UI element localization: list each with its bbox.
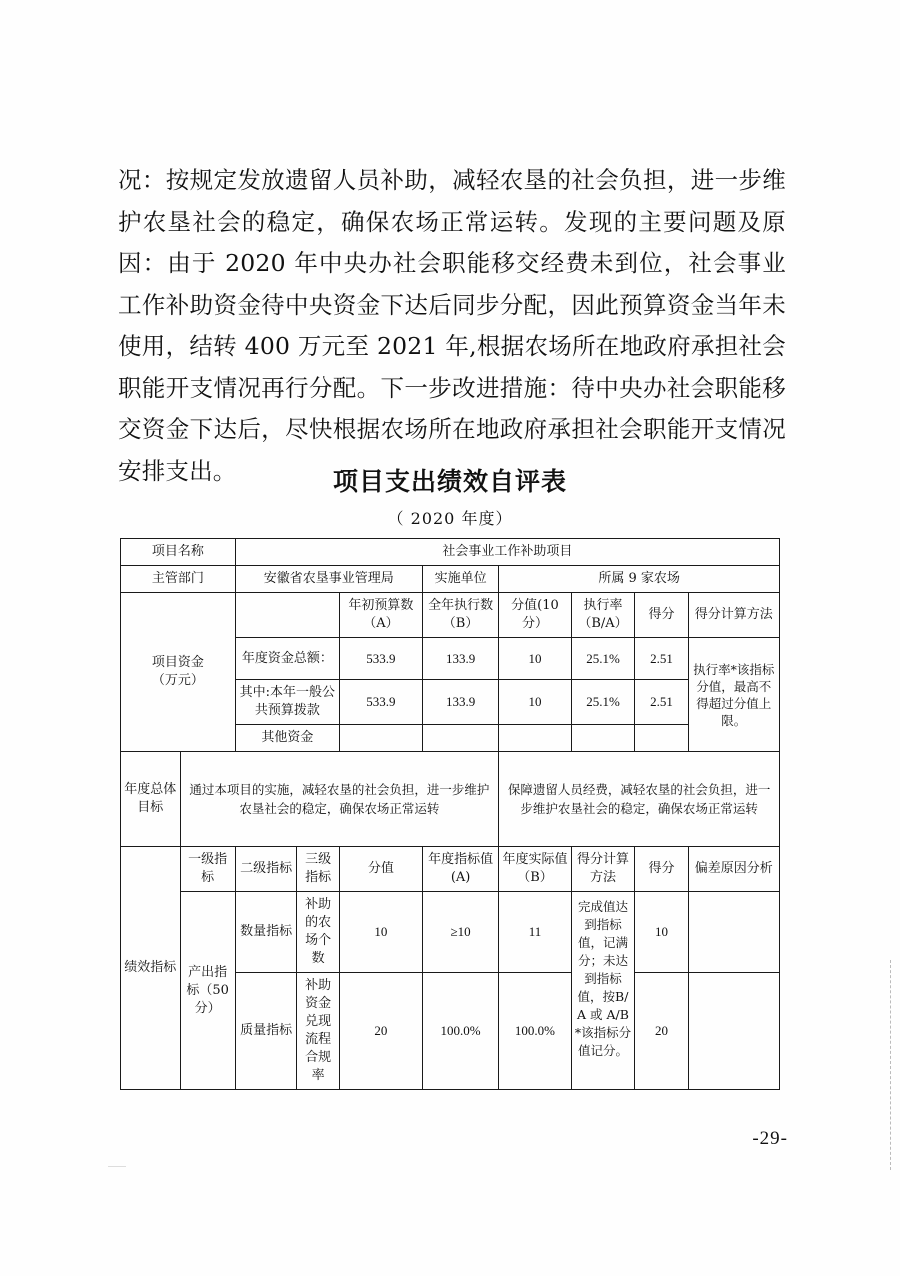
perf-row-score-value: 10 bbox=[339, 892, 422, 973]
table-row bbox=[121, 847, 780, 892]
perf-row-target: ≥10 bbox=[422, 892, 499, 973]
perf-level1: 产出指标（50 分） bbox=[180, 892, 235, 1090]
body-paragraph: 况：按规定发放遗留人员补助，减轻农垦的社会负担，进一步维护农垦社会的稳定，确保农场正常运转。发现的主要问题及原因：由于 2020 年中央办社会职能移交经费未到位，社会事业工作补助资金待中央资金下达后同步分配，因此预算资金当年未使用，结转 400 万元至 2021 年,根据农场所在地政府承担社会职能开支情况再行分配。下一步改进措施：待中央办社会职能移交资金下达后，尽快根据农场所在地政府承担社会职能开支情况安排支出。 bbox=[118, 166, 786, 485]
funds-header-exec-rate: 执行率（B/A） bbox=[571, 593, 635, 638]
table-row bbox=[121, 892, 780, 973]
funds-col-blank bbox=[235, 593, 339, 638]
unit-value: 所属 9 家农场 bbox=[499, 566, 780, 593]
margin-mark bbox=[890, 960, 892, 1170]
perf-header-deviation: 偏差原因分析 bbox=[688, 847, 779, 892]
funds-label-line1: 项目资金 bbox=[151, 655, 204, 670]
funds-row-name: 年度资金总额： bbox=[235, 638, 339, 680]
funds-row-exec-rate: 25.1% bbox=[571, 680, 635, 725]
dept-value: 安徽省农垦事业管理局 bbox=[235, 566, 422, 593]
perf-row-score: 10 bbox=[635, 892, 688, 973]
funds-method: 执行率*该指标分值，最高不得超过分值上限。 bbox=[688, 638, 779, 752]
perf-header-method: 得分计算方法 bbox=[571, 847, 635, 892]
perf-row-target: 100.0% bbox=[422, 973, 499, 1090]
funds-row-begin bbox=[339, 725, 422, 752]
perf-header-score: 得分 bbox=[635, 847, 688, 892]
perf-row-method: 完成值达到指标值，记满分；未达到指标值，按B/A 或 A/B*该指标分值记分。 bbox=[571, 892, 635, 1090]
perf-row-score: 20 bbox=[635, 973, 688, 1090]
perf-row-level2: 数量指标 bbox=[235, 892, 297, 973]
annual-goal-plan: 通过本项目的实施，减轻农垦的社会负担，进一步维护农垦社会的稳定，确保农场正常运转 bbox=[180, 752, 499, 847]
funds-row-exec bbox=[422, 725, 499, 752]
table-row bbox=[121, 539, 780, 566]
perf-header-level2: 二级指标 bbox=[235, 847, 297, 892]
dept-label: 主管部门 bbox=[121, 566, 236, 593]
funds-row-name: 其中:本年一般公共预算拨款 bbox=[235, 680, 339, 725]
funds-header-begin: 年初预算数（A） bbox=[339, 593, 422, 638]
perf-header-score-value: 分值 bbox=[339, 847, 422, 892]
funds-row-name: 其他资金 bbox=[235, 725, 339, 752]
perf-label: 绩效指标 bbox=[121, 847, 181, 1090]
perf-row-deviation bbox=[688, 892, 779, 973]
funds-row-exec: 133.9 bbox=[422, 680, 499, 725]
funds-header-score-value: 分值(10 分） bbox=[499, 593, 571, 638]
funds-row-exec: 133.9 bbox=[422, 638, 499, 680]
funds-row-score-value: 10 bbox=[499, 638, 571, 680]
page-title: 项目支出绩效自评表 bbox=[332, 467, 567, 496]
page-subtitle: （ 2020 年度） bbox=[387, 509, 513, 528]
funds-row-score-value: 10 bbox=[499, 680, 571, 725]
perf-row-level3: 补助资金兑现流程合规率 bbox=[297, 973, 340, 1090]
page-number: -29- bbox=[752, 1128, 788, 1149]
funds-header-method: 得分计算方法 bbox=[688, 593, 779, 638]
perf-header-actual: 年度实际值（B） bbox=[499, 847, 571, 892]
funds-label bbox=[121, 593, 236, 752]
table-row bbox=[121, 566, 780, 593]
funds-header-score: 得分 bbox=[635, 593, 688, 638]
perf-header-level3: 三级指标 bbox=[297, 847, 340, 892]
unit-label: 实施单位 bbox=[422, 566, 499, 593]
funds-row-score bbox=[635, 725, 688, 752]
perf-row-score-value: 20 bbox=[339, 973, 422, 1090]
perf-header-target: 年度指标值(A) bbox=[422, 847, 499, 892]
perf-row-actual: 100.0% bbox=[499, 973, 571, 1090]
project-name-label: 项目名称 bbox=[121, 539, 236, 566]
perf-row-actual: 11 bbox=[499, 892, 571, 973]
perf-header-level1: 一级指标 bbox=[180, 847, 235, 892]
funds-row-exec-rate bbox=[571, 725, 635, 752]
funds-row-begin: 533.9 bbox=[339, 638, 422, 680]
funds-header-exec: 全年执行数（B） bbox=[422, 593, 499, 638]
funds-row-exec-rate: 25.1% bbox=[571, 638, 635, 680]
funds-row-score: 2.51 bbox=[635, 638, 688, 680]
perf-row-level3: 补助的农场个数 bbox=[297, 892, 340, 973]
annual-goal-actual: 保障遗留人员经费，减轻农垦的社会负担，进一步维护农垦社会的稳定，确保农场正常运转 bbox=[499, 752, 780, 847]
perf-row-level2: 质量指标 bbox=[235, 973, 297, 1090]
funds-row-score: 2.51 bbox=[635, 680, 688, 725]
table-row bbox=[121, 593, 780, 638]
project-name-value: 社会事业工作补助项目 bbox=[235, 539, 779, 566]
funds-label-line2: （万元） bbox=[151, 673, 204, 688]
performance-self-evaluation-table bbox=[120, 538, 780, 1090]
annual-goal-label: 年度总体目标 bbox=[121, 752, 181, 847]
perf-row-deviation bbox=[688, 973, 779, 1090]
table-row bbox=[121, 752, 780, 847]
funds-row-begin: 533.9 bbox=[339, 680, 422, 725]
margin-mark bbox=[108, 1166, 126, 1168]
funds-row-score-value bbox=[499, 725, 571, 752]
